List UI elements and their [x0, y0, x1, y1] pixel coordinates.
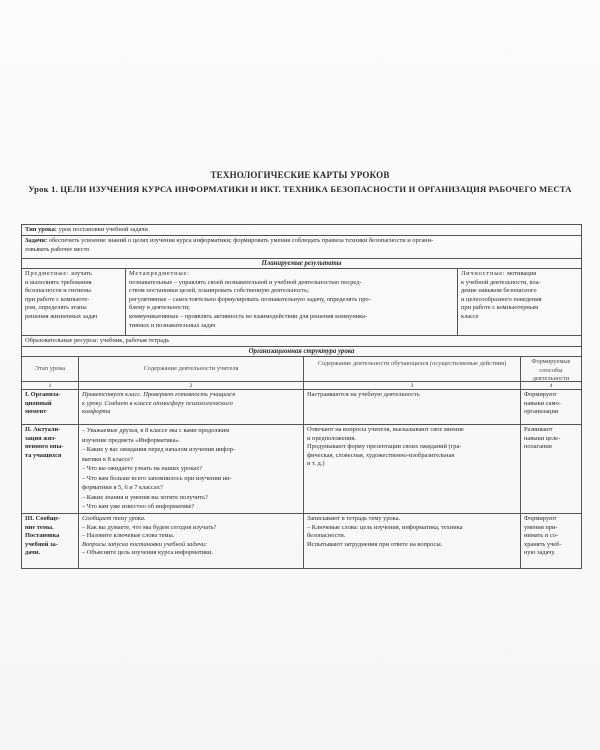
resources-label: Образовательные ресурсы:	[25, 337, 99, 344]
methods-line: хранять учеб-	[524, 540, 562, 548]
teacher-line: Вопросы запуска постановки учебной задачи:	[82, 540, 208, 548]
meta-results-line: ством постановки целей, планировать собственную деятельность;	[129, 287, 309, 295]
subject-results-line: изучать	[71, 270, 92, 277]
personal-results-line: к учебной деятельности, вла-	[461, 278, 541, 286]
meta-results-cell	[125, 268, 458, 336]
teacher-line: – Как вы думаете, что мы будем сегодня изучать?	[82, 523, 217, 531]
subject-results-label: Предметные:	[25, 270, 70, 277]
subject-results-line: решения жизненных задач	[25, 312, 98, 320]
subject-results-line: ром, определять этапы	[25, 304, 87, 312]
table-row-methods	[520, 424, 582, 514]
stage-line: та учащихся	[25, 451, 62, 459]
column-header-stage: Этап урока	[21, 356, 79, 382]
table-row-stage	[21, 389, 79, 425]
stage-line: ненного опы-	[25, 443, 64, 451]
stage-line: III. Сообще-	[25, 515, 61, 522]
table-row-students	[303, 389, 521, 425]
subject-results-line: безопасности и гигиены	[25, 287, 91, 295]
table-row-stage	[21, 513, 79, 569]
stage-line: ние темы.	[25, 523, 54, 531]
meta-results-line: регулятивные – самостоятельно формулировать познавательную задачу, определять про-	[129, 295, 371, 303]
teacher-line: – Что вы ожидаете узнать на наших уроках?	[82, 465, 203, 472]
stage-line: I. Организа-	[25, 391, 61, 398]
teacher-line: – Какие у вас ожидания перед началом изучения инфор-	[82, 446, 236, 453]
students-line: Настраиваются на учебную деятельность	[307, 391, 420, 398]
methods-line: организации	[524, 408, 559, 416]
lesson-tasks-line2: зовывать рабочее место	[25, 245, 90, 253]
meta-results-line: тивных и познавательных задач	[129, 321, 216, 329]
students-line: Продумывают форму презентации своих ожиданий (гра-	[307, 443, 462, 451]
subject-results-cell	[21, 268, 126, 336]
students-line: безопасности.	[307, 532, 346, 540]
subject-results-line: и выполнять требования	[25, 278, 92, 286]
personal-results-line: дение навыком безопасного	[461, 287, 537, 295]
personal-results-line: классе	[461, 312, 479, 320]
methods-line: навыки целе-	[524, 434, 561, 442]
teacher-line: – Назовите ключевые слова темы.	[82, 532, 175, 540]
column-header-teacher: Содержание деятельности учителя	[78, 356, 304, 382]
teacher-line: Приветствует класс. Проверяет готовность учащихся	[82, 391, 236, 398]
column-number: 1	[21, 381, 79, 390]
students-line: Отвечают на вопросы учителя, высказывают свое мнение	[307, 426, 464, 433]
meta-results-line: блему в деятельности;	[129, 304, 190, 312]
stage-line: Постановка	[25, 532, 60, 540]
stage-line: II. Актуали-	[25, 426, 61, 433]
students-line: – Ключевые слова: цель изучения, информатика, техника	[307, 523, 463, 531]
methods-line: полагания	[524, 443, 552, 451]
lesson-type-label: Тип урока:	[25, 226, 57, 233]
methods-line: нимать и со-	[524, 532, 558, 540]
resources-value: учебник, рабочая тетрадь	[99, 337, 170, 344]
methods-line: Формируют	[524, 391, 557, 398]
students-line: Испытывают затруднения при ответе на вопросы.	[307, 540, 443, 548]
stage-line: дачи.	[25, 549, 41, 557]
personal-results-line: при работе с компьютерным	[461, 304, 539, 312]
teacher-line: изучение предмета «Информатика».	[82, 436, 181, 444]
column-header-students-text: Содержание деятельности обучающихся (осуществляемые действия)	[317, 360, 507, 367]
methods-line: ную задачу.	[524, 549, 556, 557]
table-row-methods	[520, 389, 582, 425]
teacher-line: Сообщает тему урока.	[82, 515, 146, 522]
column-number: 2	[78, 381, 304, 390]
students-line: Записывают в тетрадь тему урока.	[307, 515, 401, 522]
table-row-students	[303, 513, 521, 569]
table-row-methods	[520, 513, 582, 569]
subject-results-line: при работе с компьюте-	[25, 295, 90, 303]
lesson-title: Урок 1. ЦЕЛИ ИЗУЧЕНИЯ КУРСА ИНФОРМАТИКИ И ИКТ. ТЕХНИКА БЕЗОПАСНОСТИ И ОРГАНИЗАЦИЯ РАБОЧЕГО МЕСТА	[28, 184, 572, 194]
column-header-methods-line: Формируемые	[531, 358, 571, 365]
teacher-line: комфорта	[82, 408, 111, 416]
meta-results-line: познавательные – управлять своей познавательной и учебной деятельностью посред-	[129, 278, 362, 286]
personal-results-line: и целесообразного поведения	[461, 295, 542, 303]
stage-line: ционный	[25, 399, 52, 407]
column-header-methods-line: способы	[539, 366, 563, 374]
table-row-teacher	[78, 389, 304, 425]
students-line: фическая, словесная, художественно-изобразительная	[307, 451, 455, 459]
column-header-methods-line: деятельности	[532, 375, 570, 382]
lesson-tasks-label: Задачи:	[25, 237, 48, 244]
personal-results-line: мотивация	[507, 270, 537, 277]
document-heading: ТЕХНОЛОГИЧЕСКИЕ КАРТЫ УРОКОВ	[210, 170, 390, 180]
personal-results-label: Личностные:	[461, 270, 506, 277]
stage-line: зация жиз-	[25, 434, 57, 442]
teacher-line: – Уважаемые друзья, в 8 классе мы с вами продолжим	[82, 427, 230, 434]
methods-line: Формируют	[524, 515, 557, 522]
teacher-line: к уроку. Создает в классе атмосферу психологического	[82, 399, 233, 407]
planned-results-header: Планируемые результаты	[21, 258, 582, 269]
meta-results-label: Метапредметные:	[129, 270, 190, 277]
column-header-students	[303, 356, 521, 382]
table-row-students	[303, 424, 521, 514]
methods-line: умения при-	[524, 523, 558, 531]
stage-line: момент	[25, 408, 47, 416]
teacher-line: – Объясните цель изучения курса информатики.	[82, 549, 214, 557]
column-number: 4	[520, 381, 582, 390]
table-row-teacher	[78, 424, 304, 514]
students-line: и предположения.	[307, 434, 356, 442]
methods-line: Развивают	[524, 426, 553, 433]
lesson-type-value: урок постановки учебной задачи	[58, 226, 148, 233]
lesson-tasks-line1: обеспечить усвоение знаний о целях изучения курса информатики; формировать умения соблюдать правила техники безопасности и органи-	[48, 237, 434, 244]
stage-line: учебной за-	[25, 540, 58, 548]
lesson-tasks-row	[21, 235, 582, 259]
table-row-stage	[21, 424, 79, 514]
teacher-line: форматики в 5, 6 и 7 классах?	[82, 484, 163, 491]
structure-header: Организационная структура урока	[21, 346, 582, 357]
methods-line: навыки само-	[524, 399, 561, 407]
column-number: 3	[303, 381, 521, 390]
column-header-methods	[520, 356, 582, 382]
teacher-line: – Что вам уже известно об информатике?	[82, 503, 195, 510]
table-row-teacher	[78, 513, 304, 569]
teacher-line: матики в 8 классе?	[82, 455, 133, 463]
students-line: и т. д.)	[307, 460, 325, 468]
meta-results-line: коммуникативные – проявлять активность во взаимодействии для решения коммуника-	[129, 312, 368, 320]
personal-results-cell	[457, 268, 582, 336]
teacher-line: – Что вам больше всего запомнилось при изучении ин-	[82, 474, 232, 482]
teacher-line: – Какие знания и умения вы хотите получить?	[82, 493, 208, 501]
